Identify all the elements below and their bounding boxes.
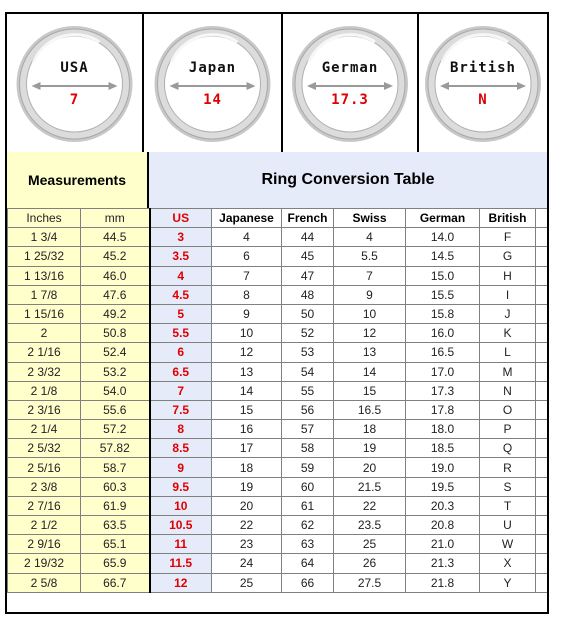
cell-german: 19.0: [406, 458, 480, 477]
cell-swiss: 7: [334, 266, 406, 285]
cell-french: 61: [282, 496, 334, 515]
cell-german: 16.5: [406, 343, 480, 362]
cell-swiss: 19: [334, 439, 406, 458]
cell-german: 21.3: [406, 554, 480, 573]
cell-inches: 2 7/16: [8, 496, 81, 515]
cell-inches: 2 3/16: [8, 400, 81, 419]
cell-mm: 58.7: [81, 458, 150, 477]
cell-inches: 2 3/8: [8, 477, 81, 496]
cell-inches: 2 5/8: [8, 573, 81, 592]
blank-cell: [536, 496, 548, 515]
cell-british: T: [480, 496, 536, 515]
ring-british-value: N: [478, 92, 488, 108]
cell-mm: 46.0: [81, 266, 150, 285]
cell-us: 9.5: [150, 477, 212, 496]
cell-japanese: 10: [212, 324, 282, 343]
table-row: [8, 247, 548, 266]
cell-german: 21.8: [406, 573, 480, 592]
cell-swiss: 20: [334, 458, 406, 477]
cell-mm: 52.4: [81, 343, 150, 362]
table-row: [8, 535, 548, 554]
ring-usa-value: 7: [69, 92, 80, 108]
cell-japanese: 6: [212, 247, 282, 266]
cell-mm: 55.6: [81, 400, 150, 419]
cell-inches: 2 19/32: [8, 554, 81, 573]
cell-british: O: [480, 400, 536, 419]
blank-cell: [536, 324, 548, 343]
cell-japanese: 19: [212, 477, 282, 496]
table-row: [8, 324, 548, 343]
cell-german: 14.5: [406, 247, 480, 266]
table-row: [8, 228, 548, 247]
cell-japanese: 18: [212, 458, 282, 477]
cell-japanese: 17: [212, 439, 282, 458]
ring-british-icon: [419, 14, 547, 152]
ring-conversion-table: [7, 208, 548, 593]
cell-japanese: 22: [212, 516, 282, 535]
cell-french: 59: [282, 458, 334, 477]
column-header-british: British: [480, 209, 536, 228]
cell-inches: 2 5/16: [8, 458, 81, 477]
cell-british: K: [480, 324, 536, 343]
column-header-swiss: Swiss: [334, 209, 406, 228]
cell-french: 50: [282, 304, 334, 323]
cell-inches: 2 1/4: [8, 420, 81, 439]
ring-japan: [142, 14, 281, 152]
ring-japan-icon: [144, 14, 281, 152]
blank-cell: [536, 573, 548, 592]
cell-british: M: [480, 362, 536, 381]
table-row: [8, 516, 548, 535]
cell-swiss: 13: [334, 343, 406, 362]
cell-french: 62: [282, 516, 334, 535]
cell-british: L: [480, 343, 536, 362]
cell-swiss: 25: [334, 535, 406, 554]
cell-inches: 2 9/16: [8, 535, 81, 554]
cell-japanese: 4: [212, 228, 282, 247]
table-row: [8, 266, 548, 285]
cell-mm: 66.7: [81, 573, 150, 592]
blank-cell: [536, 266, 548, 285]
cell-mm: 61.9: [81, 496, 150, 515]
cell-mm: 53.2: [81, 362, 150, 381]
column-header-japanese: Japanese: [212, 209, 282, 228]
cell-mm: 50.8: [81, 324, 150, 343]
cell-inches: 2: [8, 324, 81, 343]
cell-inches: 1 13/16: [8, 266, 81, 285]
cell-french: 58: [282, 439, 334, 458]
cell-british: J: [480, 304, 536, 323]
table-row: [8, 458, 548, 477]
cell-us: 11: [150, 535, 212, 554]
cell-japanese: 9: [212, 304, 282, 323]
cell-french: 64: [282, 554, 334, 573]
table-row: [8, 304, 548, 323]
table-header-band: [7, 152, 547, 208]
column-header-mm: mm: [81, 209, 150, 228]
cell-french: 54: [282, 362, 334, 381]
cell-british: G: [480, 247, 536, 266]
cell-swiss: 5.5: [334, 247, 406, 266]
cell-swiss: 9: [334, 285, 406, 304]
blank-cell: [536, 535, 548, 554]
cell-british: X: [480, 554, 536, 573]
cell-us: 3.5: [150, 247, 212, 266]
cell-french: 56: [282, 400, 334, 419]
cell-french: 66: [282, 573, 334, 592]
cell-inches: 1 3/4: [8, 228, 81, 247]
table-row: [8, 381, 548, 400]
blank-cell: [536, 285, 548, 304]
cell-german: 17.3: [406, 381, 480, 400]
cell-mm: 44.5: [81, 228, 150, 247]
cell-us: 10: [150, 496, 212, 515]
cell-us: 4.5: [150, 285, 212, 304]
cell-german: 15.5: [406, 285, 480, 304]
cell-mm: 63.5: [81, 516, 150, 535]
column-header-french: French: [282, 209, 334, 228]
cell-inches: 2 1/16: [8, 343, 81, 362]
cell-swiss: 22: [334, 496, 406, 515]
cell-us: 12: [150, 573, 212, 592]
blank-cell: [536, 362, 548, 381]
blank-cell: [536, 477, 548, 496]
table-row: [8, 362, 548, 381]
cell-french: 63: [282, 535, 334, 554]
blank-cell: [536, 516, 548, 535]
table-row: [8, 285, 548, 304]
table-row: [8, 439, 548, 458]
blank-cell: [536, 228, 548, 247]
blank-cell: [536, 304, 548, 323]
cell-french: 57: [282, 420, 334, 439]
cell-japanese: 15: [212, 400, 282, 419]
cell-british: Q: [480, 439, 536, 458]
ring-usa-icon: [7, 14, 142, 152]
blank-cell: [536, 247, 548, 266]
cell-french: 45: [282, 247, 334, 266]
cell-us: 9: [150, 458, 212, 477]
cell-japanese: 23: [212, 535, 282, 554]
blank-cell: [536, 381, 548, 400]
cell-us: 8: [150, 420, 212, 439]
cell-german: 17.0: [406, 362, 480, 381]
cell-mm: 60.3: [81, 477, 150, 496]
cell-swiss: 23.5: [334, 516, 406, 535]
cell-swiss: 21.5: [334, 477, 406, 496]
cell-mm: 65.9: [81, 554, 150, 573]
cell-us: 7: [150, 381, 212, 400]
cell-british: S: [480, 477, 536, 496]
cell-swiss: 26: [334, 554, 406, 573]
table-row: [8, 420, 548, 439]
cell-german: 15.8: [406, 304, 480, 323]
cell-inches: 1 15/16: [8, 304, 81, 323]
cell-japanese: 12: [212, 343, 282, 362]
cell-german: 16.0: [406, 324, 480, 343]
cell-mm: 57.2: [81, 420, 150, 439]
table-row: [8, 554, 548, 573]
ring-japan-value: 14: [203, 92, 222, 108]
cell-japanese: 14: [212, 381, 282, 400]
cell-french: 52: [282, 324, 334, 343]
ring-usa-label: USA: [60, 60, 89, 76]
cell-british: R: [480, 458, 536, 477]
cell-swiss: 15: [334, 381, 406, 400]
cell-mm: 54.0: [81, 381, 150, 400]
cell-inches: 1 7/8: [8, 285, 81, 304]
blank-column: [536, 209, 548, 228]
cell-us: 4: [150, 266, 212, 285]
table-row: [8, 400, 548, 419]
cell-inches: 2 3/32: [8, 362, 81, 381]
cell-french: 48: [282, 285, 334, 304]
cell-japanese: 20: [212, 496, 282, 515]
column-header-german: German: [406, 209, 480, 228]
ring-size-chart: [5, 12, 549, 614]
ring-british-label: British: [449, 60, 516, 76]
cell-french: 53: [282, 343, 334, 362]
cell-japanese: 25: [212, 573, 282, 592]
cell-british: W: [480, 535, 536, 554]
table-title: Ring Conversion Table: [149, 152, 547, 208]
column-header-inches: Inches: [8, 209, 81, 228]
cell-german: 20.8: [406, 516, 480, 535]
cell-french: 60: [282, 477, 334, 496]
cell-mm: 49.2: [81, 304, 150, 323]
blank-cell: [536, 458, 548, 477]
cell-british: I: [480, 285, 536, 304]
ring-japan-label: Japan: [188, 60, 237, 76]
cell-french: 47: [282, 266, 334, 285]
cell-swiss: 14: [334, 362, 406, 381]
cell-us: 5.5: [150, 324, 212, 343]
cell-british: P: [480, 420, 536, 439]
cell-german: 14.0: [406, 228, 480, 247]
cell-mm: 65.1: [81, 535, 150, 554]
cell-inches: 2 5/32: [8, 439, 81, 458]
cell-german: 20.3: [406, 496, 480, 515]
cell-us: 6: [150, 343, 212, 362]
cell-japanese: 7: [212, 266, 282, 285]
cell-german: 18.0: [406, 420, 480, 439]
cell-us: 10.5: [150, 516, 212, 535]
table-row: [8, 477, 548, 496]
cell-us: 7.5: [150, 400, 212, 419]
cell-japanese: 8: [212, 285, 282, 304]
cell-german: 21.0: [406, 535, 480, 554]
ring-german-value: 17.3: [331, 92, 369, 108]
ring-german-icon: [283, 14, 417, 152]
cell-swiss: 4: [334, 228, 406, 247]
cell-inches: 2 1/8: [8, 381, 81, 400]
cell-british: N: [480, 381, 536, 400]
cell-mm: 45.2: [81, 247, 150, 266]
cell-us: 6.5: [150, 362, 212, 381]
cell-japanese: 13: [212, 362, 282, 381]
ring-illustrations: [7, 14, 547, 154]
cell-swiss: 27.5: [334, 573, 406, 592]
cell-german: 19.5: [406, 477, 480, 496]
cell-us: 8.5: [150, 439, 212, 458]
table-row: [8, 496, 548, 515]
cell-german: 18.5: [406, 439, 480, 458]
cell-british: F: [480, 228, 536, 247]
ring-german-label: German: [321, 60, 379, 76]
cell-swiss: 12: [334, 324, 406, 343]
column-header-us: US: [150, 209, 212, 228]
table-body: [8, 228, 548, 593]
cell-french: 55: [282, 381, 334, 400]
column-header-row: [8, 209, 548, 228]
cell-mm: 47.6: [81, 285, 150, 304]
cell-british: Y: [480, 573, 536, 592]
cell-british: U: [480, 516, 536, 535]
table-row: [8, 573, 548, 592]
cell-german: 15.0: [406, 266, 480, 285]
ring-british: [417, 14, 547, 152]
blank-cell: [536, 400, 548, 419]
cell-us: 5: [150, 304, 212, 323]
cell-swiss: 18: [334, 420, 406, 439]
blank-cell: [536, 554, 548, 573]
cell-japanese: 16: [212, 420, 282, 439]
ring-usa: [7, 14, 142, 152]
cell-inches: 1 25/32: [8, 247, 81, 266]
blank-cell: [536, 343, 548, 362]
cell-swiss: 10: [334, 304, 406, 323]
cell-us: 3: [150, 228, 212, 247]
cell-japanese: 24: [212, 554, 282, 573]
cell-british: H: [480, 266, 536, 285]
cell-swiss: 16.5: [334, 400, 406, 419]
measurements-title: Measurements: [7, 152, 149, 208]
blank-cell: [536, 420, 548, 439]
cell-mm: 57.82: [81, 439, 150, 458]
cell-us: 11.5: [150, 554, 212, 573]
cell-french: 44: [282, 228, 334, 247]
cell-german: 17.8: [406, 400, 480, 419]
blank-cell: [536, 439, 548, 458]
ring-german: [281, 14, 417, 152]
cell-inches: 2 1/2: [8, 516, 81, 535]
table-row: [8, 343, 548, 362]
